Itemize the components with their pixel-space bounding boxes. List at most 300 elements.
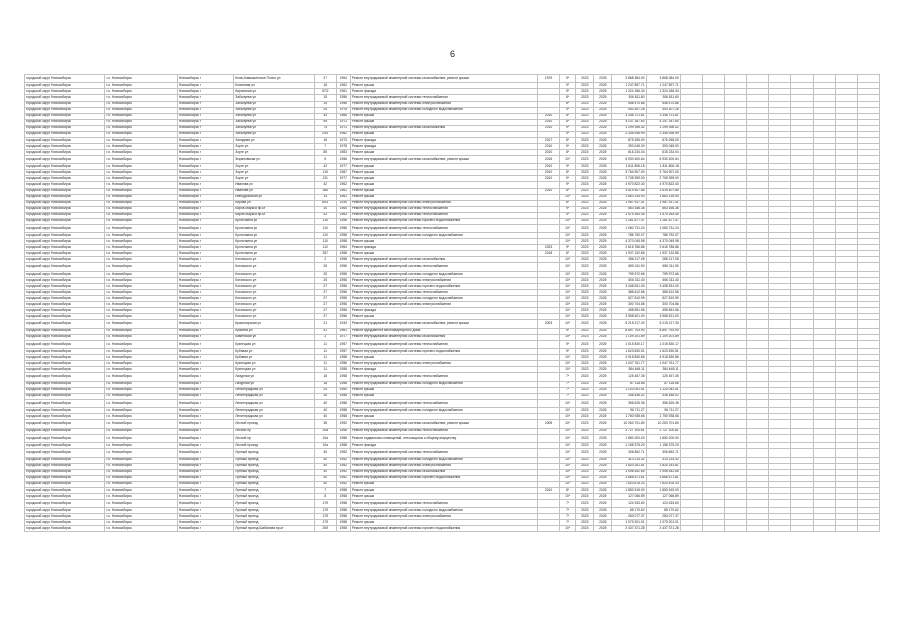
table-cell: 10* (560, 469, 576, 475)
table-cell: г.о. Новосибирск (105, 387, 177, 393)
table-cell: 2023 (576, 308, 594, 314)
table-cell: 4 970 822.40 (612, 182, 646, 188)
table-cell-empty (791, 224, 813, 232)
table-cell: 2025 (594, 355, 612, 361)
table-cell: городской округ Новосибирск (25, 257, 105, 263)
table-cell: Ремонт внутридомовой инженерной системы холодного водоснабжения (350, 107, 537, 113)
table-cell: Лунный проезд (234, 520, 314, 526)
table-cell-empty (813, 75, 835, 83)
table-cell: Новосибирск г (177, 83, 233, 89)
table-cell-empty (813, 420, 835, 428)
table-cell: Ремонт внутридомовой инженерной системы холодного водоснабжения (350, 233, 537, 239)
table-cell: 2025 (594, 212, 612, 218)
table-cell: Иванова ул (234, 182, 314, 188)
table-cell: 1963 (336, 212, 350, 218)
table-cell-empty (769, 75, 791, 83)
table-cell: 10а (314, 434, 336, 442)
table-cell: 1956 (336, 314, 350, 320)
table-cell: 257 (314, 251, 336, 257)
table-cell: Ремонт внутридомовой инженерной системы холодного водоснабжения (350, 271, 537, 277)
table-cell: 2025 (594, 224, 612, 232)
table-cell: 4 970 822.40 (646, 182, 680, 188)
table-cell: 17б (314, 508, 336, 514)
table-cell-empty (680, 434, 702, 442)
table-cell: городской округ Новосибирск (25, 176, 105, 182)
table-cell: 7* (560, 387, 576, 393)
table-cell: 2023 (576, 481, 594, 487)
table-cell: 386 612.56 (646, 289, 680, 295)
table-cell: 1952 (336, 449, 350, 457)
table-cell: Новосибирск г (177, 271, 233, 277)
table-cell: 493 307.26 (612, 107, 646, 113)
table-cell: городской округ Новосибирск (25, 349, 105, 355)
table-cell: Ключевая ул (234, 83, 314, 89)
table-cell (537, 449, 559, 457)
table-cell: 2025 (594, 83, 612, 89)
table-cell: Лунный проезд (234, 463, 314, 469)
table-cell: городской округ Новосибирск (25, 487, 105, 493)
table-cell: 7 620 878.33 (612, 481, 646, 487)
table-cell: 2025 (594, 373, 612, 381)
table-cell: 42 (314, 182, 336, 188)
table-cell: Новосибирск г (177, 212, 233, 218)
table-cell: 2025 (594, 155, 612, 163)
table-cell: 1961 (336, 328, 350, 334)
table-cell: г.о. Новосибирск (105, 194, 177, 200)
table-cell: 2023 (576, 349, 594, 355)
table-cell: 1956 (336, 155, 350, 163)
table-cell: городской округ Новосибирск (25, 289, 105, 295)
table-cell: Новосибирск г (177, 149, 233, 155)
table-row (25, 373, 880, 381)
table-cell: 2023 (576, 155, 594, 163)
table-row (25, 399, 880, 407)
table-cell: городской округ Новосибирск (25, 277, 105, 283)
table-cell: г.о. Новосибирск (105, 320, 177, 328)
table-cell: городской округ Новосибирск (25, 75, 105, 83)
table-cell: Ленинградская ул (234, 399, 314, 407)
table-cell-empty (813, 399, 835, 407)
table-cell: Ремонт внутридомовой инженерной системы теплоснабжения (350, 224, 537, 232)
table-cell: Ремонт внутридомовой инженерной системы горячего водоснабжения (350, 475, 537, 481)
table-cell: 9* (560, 125, 576, 131)
table-cell: 25 (314, 107, 336, 113)
table-cell: городской округ Новосибирск (25, 399, 105, 407)
table-cell: 11 (314, 340, 336, 348)
table-cell-empty (769, 224, 791, 232)
table-cell-empty (857, 340, 879, 348)
table-cell: г.о. Новосибирск (105, 83, 177, 89)
table-cell: 9* (560, 164, 576, 170)
table-cell: городской округ Новосибирск (25, 428, 105, 434)
table-cell: Лунный проезд (234, 481, 314, 487)
table-cell: 10* (560, 224, 576, 232)
table-cell: 2010 (537, 170, 559, 176)
table-cell: г.о. Новосибирск (105, 125, 177, 131)
table-cell: 42 (314, 164, 336, 170)
table-cell: Лунный проезд (234, 469, 314, 475)
table-cell-empty (857, 399, 879, 407)
table-cell: 1957 (336, 349, 350, 355)
table-cell: городской округ Новосибирск (25, 373, 105, 381)
table-cell: 393 045.00 (612, 143, 646, 149)
table-cell: 356 625.36 (612, 399, 646, 407)
table-cell: г.о. Новосибирск (105, 101, 177, 107)
table-cell: 1958 (336, 408, 350, 414)
table-cell: г.о. Новосибирск (105, 296, 177, 302)
table-cell: 655 311.90 (612, 263, 646, 271)
table-cell-empty (835, 224, 857, 232)
table-cell: 110 (314, 218, 336, 224)
table-cell: Лунный проезд (234, 475, 314, 481)
table-cell: 6 (314, 155, 336, 163)
table-cell: 10* (560, 257, 576, 263)
table-cell: городской округ Новосибирск (25, 89, 105, 95)
table-cell: 85 170.62 (646, 508, 680, 514)
table-cell: 96 711.27 (612, 408, 646, 414)
table-cell: г.о. Новосибирск (105, 414, 177, 420)
table-cell: г.о. Новосибирск (105, 340, 177, 348)
table-cell: городской округ Новосибирск (25, 475, 105, 481)
table-cell: Котовского ул (234, 308, 314, 314)
table-cell-empty (747, 526, 769, 532)
table-cell: 2025 (594, 271, 612, 277)
table-cell: 2025 (594, 283, 612, 289)
table-cell: 1934 (336, 320, 350, 328)
table-cell: Новосибирск г (177, 188, 233, 194)
table-cell: г.о. Новосибирск (105, 263, 177, 271)
table-cell: Лунный проезд (234, 457, 314, 463)
table-cell: 1958 (336, 367, 350, 373)
table-cell: 2025 (594, 381, 612, 387)
table-cell: 2023 (576, 289, 594, 295)
table-cell: городской округ Новосибирск (25, 119, 105, 125)
table-cell: 3 868 384.00 (612, 75, 646, 83)
table-cell: 8* (560, 95, 576, 101)
table-row (25, 434, 880, 442)
table-cell: 30 (314, 206, 336, 212)
table-cell: 546 470.86 (612, 101, 646, 107)
table-cell: 2023 (576, 361, 594, 367)
table-cell: городской округ Новосибирск (25, 101, 105, 107)
table-cell: Ремонт внутридомовой инженерной системы газоснабжения (350, 125, 537, 131)
table-cell: 1964 (336, 245, 350, 251)
table-cell: 1971 (336, 125, 350, 131)
table-cell-empty (725, 155, 747, 163)
table-cell: Каменская ул (234, 334, 314, 340)
table-cell: Лесной пр (234, 434, 314, 442)
table-cell: 2023 (576, 149, 594, 155)
table-cell (537, 434, 559, 442)
table-cell: 27 (314, 314, 336, 320)
table-cell: 10* (560, 367, 576, 373)
table-cell: г.о. Новосибирск (105, 373, 177, 381)
table-cell: г.о. Новосибирск (105, 463, 177, 469)
table-cell: г.о. Новосибирск (105, 143, 177, 149)
table-cell: 1 811 806.18 (646, 164, 680, 170)
table-cell: городской округ Новосибирск (25, 271, 105, 277)
table-cell: 2023 (576, 218, 594, 224)
table-cell: Ремонт крыши (350, 493, 537, 499)
table-cell-empty (725, 373, 747, 381)
table-cell-empty (835, 526, 857, 532)
table-cell-empty (813, 263, 835, 271)
table-cell-empty (725, 263, 747, 271)
table-cell: 2025 (594, 526, 612, 532)
table-cell: Новосибирск г (177, 143, 233, 149)
table-cell: 2025 (594, 176, 612, 182)
table-cell: Новосибирск г (177, 119, 233, 125)
table-cell: городской округ Новосибирск (25, 434, 105, 442)
table-cell-empty (680, 340, 702, 348)
table-cell: 7* (560, 520, 576, 526)
table-cell: 1977 (336, 164, 350, 170)
table-cell: Кубовая ул (234, 349, 314, 355)
table-cell: 1 109 201.89 (612, 334, 646, 340)
table-cell: 1961 (336, 188, 350, 194)
table-cell: г.о. Новосибирск (105, 95, 177, 101)
table-cell: городской округ Новосибирск (25, 340, 105, 348)
table-cell: 2023 (576, 514, 594, 520)
table-cell: 87 118.68 (646, 381, 680, 387)
table-cell: г.о. Новосибирск (105, 89, 177, 95)
table-cell: г.о. Новосибирск (105, 239, 177, 245)
table-cell: г.о. Новосибирск (105, 155, 177, 163)
table-cell: 85 (314, 149, 336, 155)
table-cell: 2025 (594, 499, 612, 507)
table-cell-empty (725, 75, 747, 83)
table-cell: 1950 (336, 387, 350, 393)
table-cell: 7* (560, 514, 576, 520)
table-cell: Забалуева ул (234, 107, 314, 113)
table-cell: Новосибирск г (177, 277, 233, 283)
table-cell: Ремонт крыши (350, 314, 537, 320)
table-cell: 1958 (336, 526, 350, 532)
table-cell: 8* (560, 113, 576, 119)
table-cell-empty (769, 449, 791, 457)
table-cell: Новосибирск г (177, 95, 233, 101)
table-cell: 40 (314, 399, 336, 407)
table-cell: Кропоткина ул (234, 239, 314, 245)
table-cell: г.о. Новосибирск (105, 200, 177, 206)
table-cell: 10* (560, 296, 576, 302)
table-cell: 1992 (336, 420, 350, 428)
table-cell: 10* (560, 320, 576, 328)
table-cell-empty (835, 434, 857, 442)
table-cell: Новосибирск г (177, 349, 233, 355)
table-cell: Красноярская ул (234, 320, 314, 328)
table-cell: 2010 (537, 164, 559, 170)
table-cell: Котовского ул (234, 257, 314, 263)
table-cell: 10а (314, 428, 336, 434)
table-cell: 10* (560, 277, 576, 283)
table-cell: 1 623 630.51 (612, 349, 646, 355)
table-cell: Кропоткина ул (234, 245, 314, 251)
table-cell: 2025 (594, 328, 612, 334)
table-cell: Новосибирск г (177, 289, 233, 295)
table-cell: 2023 (576, 233, 594, 239)
table-cell: Ремонт внутридомовой инженерной системы электроснабжения (350, 463, 537, 469)
table-cell: 546 470.86 (646, 101, 680, 107)
table-cell: 1 047 761.77 (646, 361, 680, 367)
table-cell: 2025 (594, 289, 612, 295)
table-cell: 1 750 938.66 (612, 414, 646, 420)
table-cell: 4 918 830.86 (612, 355, 646, 361)
table-cell: Ипподромская ул (234, 194, 314, 200)
table-cell: 2025 (594, 463, 612, 469)
table-cell-empty (813, 526, 835, 532)
table-cell: г.о. Новосибирск (105, 469, 177, 475)
table-cell: 2023 (576, 239, 594, 245)
table-cell: 300 704.86 (646, 302, 680, 308)
table-cell: городской округ Новосибирск (25, 251, 105, 257)
table-cell: 1 987 917.41 (612, 200, 646, 206)
table-cell: Ремонт крыши (350, 251, 537, 257)
table-row (25, 320, 880, 328)
table-cell: г.о. Новосибирск (105, 119, 177, 125)
table-cell: Ремонт внутридомовой инженерной системы теплоснабжения (350, 499, 537, 507)
table-cell: 1977 (336, 176, 350, 182)
table-cell: городской округ Новосибирск (25, 334, 105, 340)
table-cell: г.о. Новосибирск (105, 520, 177, 526)
table-cell: 1 015 830.17 (646, 340, 680, 348)
table-cell: 8* (560, 101, 576, 107)
table-cell: 3 668 571.81 (646, 475, 680, 481)
table-cell-empty (857, 526, 879, 532)
table-cell: 563 166.36 (646, 206, 680, 212)
table-cell: 2023 (576, 143, 594, 149)
table-cell: Красина ул (234, 328, 314, 334)
table-cell: 1 299 396.42 (646, 125, 680, 131)
table-cell-empty (680, 449, 702, 457)
table-row (25, 340, 880, 348)
table-cell: Ленинградская ул (234, 414, 314, 420)
table-cell: Иванова ул (234, 188, 314, 194)
table-cell-empty (791, 526, 813, 532)
table-cell: 1956 (336, 289, 350, 295)
table-cell-empty (747, 434, 769, 442)
table-cell: городской округ Новосибирск (25, 493, 105, 499)
table-cell: 2023 (576, 101, 594, 107)
table-cell-empty (680, 420, 702, 428)
table-cell: 2023 (576, 414, 594, 420)
table-cell-empty (702, 434, 724, 442)
table-cell: 27 (314, 302, 336, 308)
table-cell: 2 437 371.28 (612, 526, 646, 532)
table-cell: 2025 (594, 263, 612, 271)
table-cell: 96 711.27 (646, 408, 680, 414)
table-cell: Зорге ул (234, 164, 314, 170)
table-cell: Ремонт крыши (350, 393, 537, 399)
table-cell: 110 (314, 224, 336, 232)
table-cell: 2023 (576, 399, 594, 407)
table-cell: 1956 (336, 361, 350, 367)
table-cell: 1958 (336, 487, 350, 493)
table-cell: 2025 (594, 101, 612, 107)
table-cell: 1 080 731.24 (612, 224, 646, 232)
table-cell: 2010 (537, 149, 559, 155)
table-cell: г.о. Новосибирск (105, 493, 177, 499)
table-cell: Лунный проезд Шабанова пр-кт (234, 526, 314, 532)
table-cell: Лунный проезд (234, 449, 314, 457)
table-cell: 11 (314, 349, 336, 355)
table-cell: 2 345 936.99 (646, 131, 680, 137)
table-cell: 17б (314, 520, 336, 526)
table-cell: 27 (314, 289, 336, 295)
table-cell: Новосибирск г (177, 514, 233, 520)
table-cell: Котовского ул (234, 314, 314, 320)
table-cell-empty (813, 224, 835, 232)
table-cell: городской округ Новосибирск (25, 131, 105, 137)
table-cell: Новосибирск г (177, 387, 233, 393)
table-cell: г.о. Новосибирск (105, 302, 177, 308)
table-cell-empty (769, 373, 791, 381)
table-cell: городской округ Новосибирск (25, 308, 105, 314)
table-cell: 8* (560, 170, 576, 176)
table-cell: 2023 (576, 194, 594, 200)
table-cell: 2023 (576, 340, 594, 348)
table-cell: 8* (560, 188, 576, 194)
table-cell: Кропоткина ул (234, 251, 314, 257)
table-cell: 11 (314, 355, 336, 361)
table-cell: г.о. Новосибирск (105, 367, 177, 373)
table-cell: 1 937 132.86 (646, 251, 680, 257)
table-cell: 1 324 186.34 (646, 89, 680, 95)
table-cell: Ремонт подвальных помещений, относящихся к общему имуществу (350, 434, 537, 442)
table-cell: 310 214.42 (646, 457, 680, 463)
table-cell: Новосибирск г (177, 520, 233, 526)
table-cell: 10* (560, 526, 576, 532)
table-row (25, 263, 880, 271)
table-cell: 1 906 542.65 (612, 469, 646, 475)
table-cell-empty (769, 420, 791, 428)
table-cell: Ремонт внутридомовой инженерной системы теплоснабжения (350, 399, 537, 407)
table-cell: 2025 (594, 487, 612, 493)
table-cell: 527 810.99 (646, 296, 680, 302)
table-cell: 875 265.00 (646, 137, 680, 143)
table-cell: г.о. Новосибирск (105, 271, 177, 277)
table-cell: Ремонт крыши (350, 119, 537, 125)
table-cell: 3 408 531.00 (612, 283, 646, 289)
capital-repair-table (24, 74, 880, 532)
table-cell: 1958 (336, 355, 350, 361)
table-cell: городской округ Новосибирск (25, 125, 105, 131)
table-cell: 1 281 877.47 (612, 218, 646, 224)
table-cell-empty (680, 373, 702, 381)
table-cell: г.о. Новосибирск (105, 314, 177, 320)
table-cell: г.о. Новосибирск (105, 481, 177, 487)
table-cell: 1 281 877.47 (646, 218, 680, 224)
table-cell: г.о. Новосибирск (105, 408, 177, 414)
table-cell: 10* (560, 302, 576, 308)
table-cell: 40 (314, 457, 336, 463)
table-cell: Ремонт крыши (350, 176, 537, 182)
table-cell: Новосибирск г (177, 206, 233, 212)
table-cell: Лунный проезд (234, 499, 314, 507)
table-cell-empty (702, 373, 724, 381)
table-cell: 1962 (336, 182, 350, 188)
table-cell: 38 (314, 420, 336, 428)
table-cell: 2023 (576, 277, 594, 283)
table-cell: 2025 (594, 428, 612, 434)
table-cell: 24 (314, 387, 336, 393)
table-cell: 10* (560, 308, 576, 314)
table-cell: Ремонт крыши (350, 414, 537, 420)
table-cell: г.о. Новосибирск (105, 289, 177, 295)
table-cell: 2025 (594, 314, 612, 320)
table-cell: 1 109 201.89 (646, 334, 680, 340)
table-cell: 1964 (336, 75, 350, 83)
